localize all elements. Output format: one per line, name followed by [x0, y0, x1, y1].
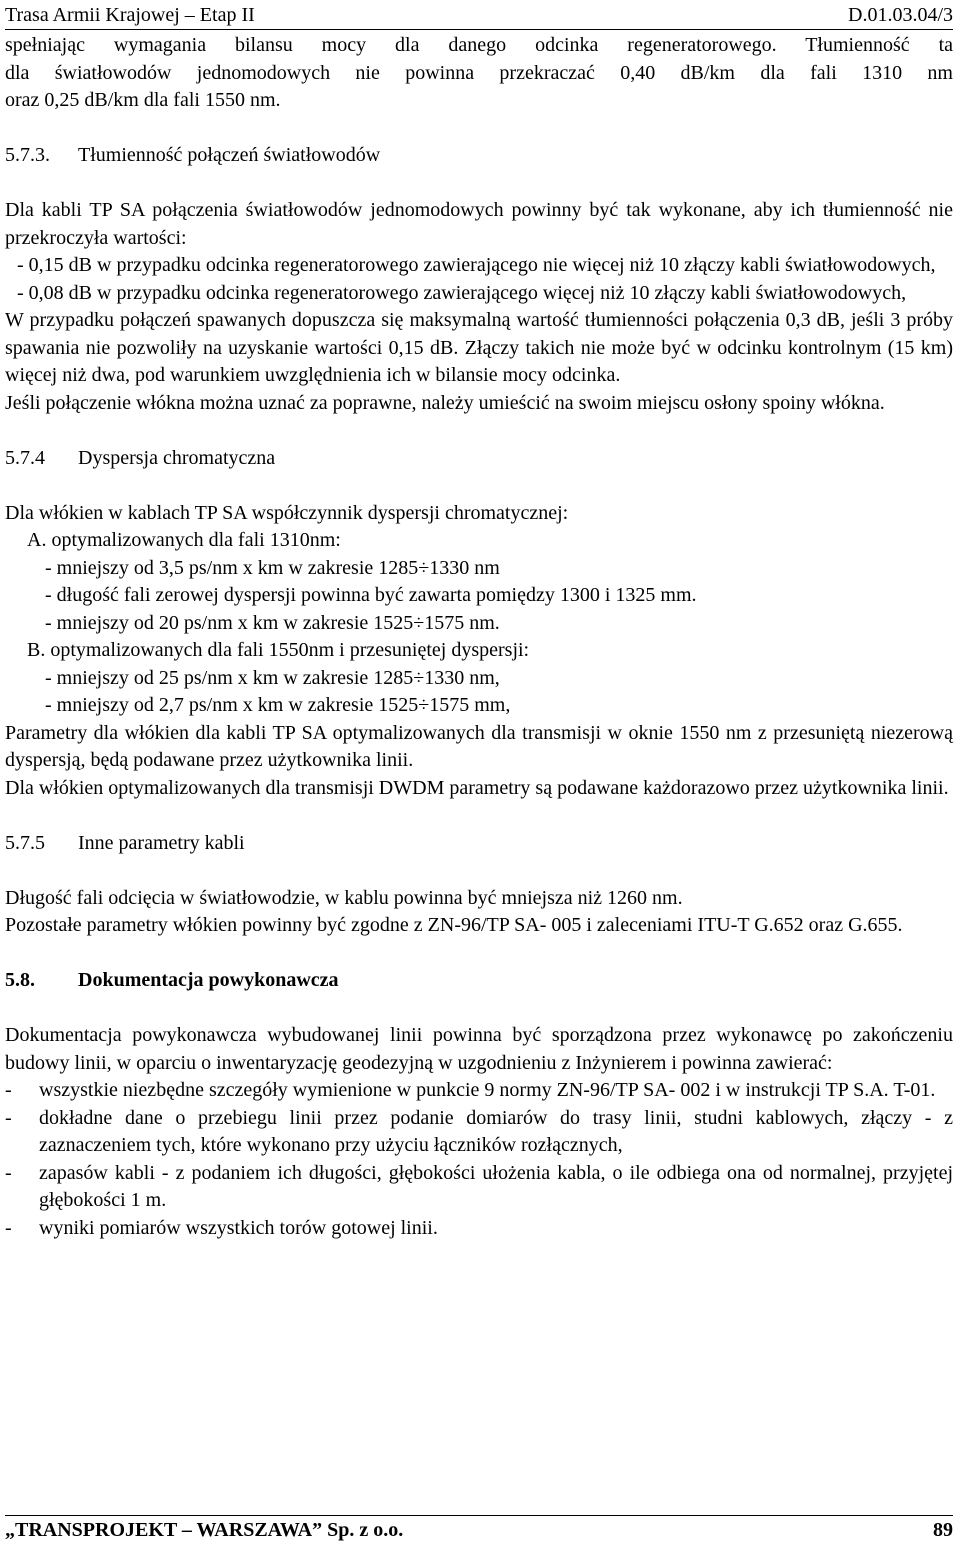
page-header — [5, 0, 953, 30]
section-heading-5-7-3 — [5, 142, 953, 170]
list-item: - 0,08 dB w przypadku odcinka regeneratorowego zawierającego więcej niż 10 złączy kabli światłowodowych, — [17, 281, 907, 304]
intro-line-3: oraz 0,25 dB/km dla fali 1550 nm. — [5, 89, 281, 111]
section-heading-5-8 — [5, 967, 953, 995]
list-heading-b: B. optymalizowanych dla fali 1550nm i przesuniętej dyspersji: — [27, 639, 530, 661]
list-item-text: zapasów kabli - z podaniem ich długości, głębokości ułożenia kabla, o ile odbiega ona od normalnej, przyjętej głębokości 1 m. — [39, 1161, 953, 1211]
intro-line-1: spełniając wymagania bilansu mocy dla danego odcinka regeneratorowego. Tłumienność ta — [5, 34, 953, 56]
list-item — [5, 1160, 953, 1215]
list-item: - długość fali zerowej dyspersji powinna być zawarta pomiędzy 1300 i 1325 mm. — [45, 584, 697, 606]
section-heading-5-7-5 — [5, 830, 953, 858]
section-number: 5.8. — [5, 969, 35, 991]
list-item-text: wyniki pomiarów wszystkich torów gotowej linii. — [39, 1216, 438, 1239]
list-item — [5, 1077, 953, 1105]
list-item: - mniejszy od 2,7 ps/nm x km w zakresie 1525÷1575 mm, — [45, 694, 511, 716]
paragraph: Dokumentacja powykonawcza wybudowanej linii powinna być sporządzona przez wykonawcę po zakończeniu budowy linii, w oparciu o inwentaryzację geodezyjną w uzgodnieniu z Inżynierem i powinna zawierać: — [5, 1024, 953, 1074]
paragraph: Dla włókien w kablach TP SA współczynnik dyspersji chromatycznej: — [5, 501, 569, 524]
list-dash: - — [5, 1079, 12, 1101]
list-dash: - — [5, 1106, 12, 1129]
list-dash: - — [5, 1161, 12, 1184]
list-item: - mniejszy od 20 ps/nm x km w zakresie 1525÷1575 nm. — [45, 611, 500, 634]
paragraph: Dla włókien optymalizowanych dla transmisji DWDM parametry są podawane każdorazowo przez użytkownika linii. — [5, 776, 949, 799]
header-doc-code: D.01.03.04/3 — [848, 4, 953, 26]
section-title: Inne parametry kabli — [78, 831, 245, 854]
paragraph: Pozostałe parametry włókien powinny być zgodne z ZN-96/TP SA- 005 i zaleceniami ITU-T G.652 oraz G.655. — [5, 914, 903, 936]
list-item — [5, 1215, 953, 1243]
header-title: Trasa Armii Krajowej – Etap II — [5, 4, 255, 26]
intro-paragraph — [5, 32, 953, 115]
list-item: - 0,15 dB w przypadku odcinka regeneratorowego zawierającego nie więcej niż 10 złączy kabli światłowodowych, — [17, 254, 936, 276]
list-item: - mniejszy od 25 ps/nm x km w zakresie 1285÷1330 nm, — [45, 666, 500, 689]
paragraph: W przypadku połączeń spawanych dopuszcza się maksymalną wartość tłumienności połączenia 0,3 dB, jeśli 3 próby spawania nie pozwoliły na uzyskanie wartości 0,15 dB. Złączy takich nie może być w odcinku kontrolnym (15 km) więcej niż dwa, pod warunkiem uwzględnienia ich w bilansie mocy odcinka. — [5, 309, 953, 386]
list-item: - mniejszy od 3,5 ps/nm x km w zakresie 1285÷1330 nm — [45, 556, 500, 579]
intro-line-2: dla światłowodów jednomodowych nie powinna przekraczać 0,40 dB/km dla fali 1310 nm — [5, 61, 953, 84]
section-heading-5-7-4 — [5, 445, 953, 473]
list-item — [5, 1105, 953, 1160]
section-title: Tłumienność połączeń światłowodów — [78, 144, 381, 166]
list-item-text: wszystkie niezbędne szczegóły wymienione w punkcie 9 normy ZN-96/TP SA- 002 i w instrukcji TP S.A. T-01. — [39, 1079, 936, 1101]
list-heading-a: A. optymalizowanych dla fali 1310nm: — [27, 529, 341, 551]
page-number: 89 — [933, 1519, 953, 1542]
paragraph: Dla kabli TP SA połączenia światłowodów jednomodowych powinny być tak wykonane, aby ich tłumienność nie przekroczyła wartości: — [5, 199, 953, 249]
paragraph: Długość fali odcięcia w światłowodzie, w kablu powinna być mniejsza niż 1260 nm. — [5, 886, 683, 909]
paragraph: Jeśli połączenie włókna można uznać za poprawne, należy umieścić na swoim miejscu osłony spoiny włókna. — [5, 391, 885, 414]
section-title: Dyspersja chromatyczna — [78, 446, 276, 469]
section-number: 5.7.4 — [5, 446, 45, 469]
page-footer — [5, 1515, 953, 1546]
list-item-text: dokładne dane o przebiegu linii przez podanie domiarów do trasy linii, studni kablowych, złączy - z zaznaczeniem tych, które wykonano przy użyciu łączników rozłącznych, — [39, 1106, 953, 1156]
section-number: 5.7.3. — [5, 144, 50, 166]
section-title: Dokumentacja powykonawcza — [78, 969, 339, 991]
paragraph: Parametry dla włókien dla kabli TP SA optymalizowanych dla transmisji w oknie 1550 nm z przesuniętą niezerową dyspersją, będą podawane przez użytkownika linii. — [5, 721, 953, 771]
page-body — [5, 32, 953, 1242]
footer-company: „TRANSPROJEKT – WARSZAWA” Sp. z o.o. — [5, 1519, 404, 1542]
section-number: 5.7.5 — [5, 831, 45, 854]
list-dash: - — [5, 1216, 12, 1239]
